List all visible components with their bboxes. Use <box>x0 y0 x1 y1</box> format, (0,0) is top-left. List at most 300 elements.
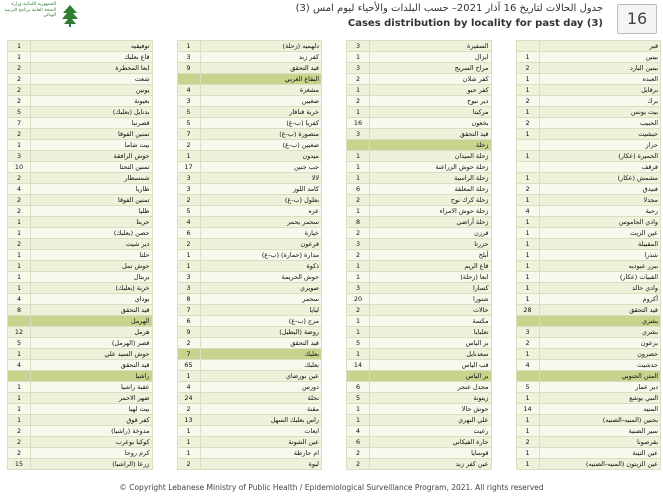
locality-name-cell: حوش حالا <box>370 404 492 415</box>
column-gap <box>152 437 177 448</box>
case-count-cell: 2 <box>8 173 31 184</box>
column-gap <box>152 140 177 151</box>
column-gap <box>152 261 177 272</box>
column-gap <box>491 107 516 118</box>
column-gap <box>322 85 347 96</box>
column-gap <box>491 206 516 217</box>
case-count-cell: 3 <box>177 272 200 283</box>
case-count-cell: 5 <box>516 382 539 393</box>
ministry-logo <box>4 2 82 32</box>
locality-name-cell: صغبين <box>200 96 322 107</box>
case-count-cell: 2 <box>8 239 31 250</box>
locality-name-cell: حزرتا <box>370 239 492 250</box>
column-gap <box>152 316 177 327</box>
case-count-cell: 3 <box>177 52 200 63</box>
locality-name-cell: قب الياس <box>370 360 492 371</box>
locality-name-cell: حصرون <box>539 349 661 360</box>
locality-name-cell: توفيقيه <box>31 41 153 52</box>
locality-name-cell: كرم روحا <box>31 448 153 459</box>
case-count-cell: 4 <box>177 217 200 228</box>
column-gap <box>152 63 177 74</box>
case-count-cell: 1 <box>347 52 370 63</box>
case-count-cell: 2 <box>8 85 31 96</box>
locality-name-cell: زحلة الراسية <box>370 173 492 184</box>
case-count-cell: 2 <box>177 140 200 151</box>
case-count-cell <box>177 74 200 85</box>
locality-name-cell: منصورة (ب-غ) <box>200 129 322 140</box>
case-count-cell: 1 <box>347 151 370 162</box>
table-row <box>8 360 661 371</box>
table-row <box>8 283 661 294</box>
column-gap <box>152 85 177 96</box>
case-count-cell: 1 <box>516 52 539 63</box>
column-gap <box>322 107 347 118</box>
locality-name-cell: النبي يوشع <box>539 393 661 404</box>
case-count-cell: 1 <box>177 151 200 162</box>
case-count-cell: 1 <box>516 415 539 426</box>
table-row <box>8 305 661 316</box>
column-gap <box>491 272 516 283</box>
column-gap <box>322 360 347 371</box>
column-gap <box>152 382 177 393</box>
case-count-cell <box>347 371 370 382</box>
district-header-cell: بعلبك <box>200 349 322 360</box>
table-row <box>8 195 661 206</box>
locality-name-cell: حوش الرافقة <box>31 151 153 162</box>
case-count-cell: 1 <box>8 41 31 52</box>
locality-name-cell: خربة قنافار <box>200 107 322 118</box>
column-gap <box>491 96 516 107</box>
locality-name-cell: زحلة كرك نوح <box>370 195 492 206</box>
column-gap <box>152 371 177 382</box>
column-gap <box>491 85 516 96</box>
case-count-cell: 1 <box>8 382 31 393</box>
case-count-cell: 4 <box>8 184 31 195</box>
case-count-cell: 2 <box>347 195 370 206</box>
column-gap <box>322 118 347 129</box>
case-count-cell: 8 <box>347 217 370 228</box>
column-gap <box>322 305 347 316</box>
column-gap <box>152 195 177 206</box>
column-gap <box>322 239 347 250</box>
case-count-cell <box>347 140 370 151</box>
locality-name-cell: بزعون <box>539 338 661 349</box>
locality-name-cell: كفر حبو <box>370 85 492 96</box>
locality-name-cell: عزه <box>200 206 322 217</box>
locality-name-cell: بقرصونا <box>539 437 661 448</box>
case-count-cell: 1 <box>8 261 31 272</box>
locality-name-cell: رحبة <box>539 206 661 217</box>
column-gap <box>322 206 347 217</box>
column-gap <box>152 74 177 85</box>
column-gap <box>152 426 177 437</box>
case-count-cell: 65 <box>177 360 200 371</box>
column-gap <box>152 41 177 52</box>
case-count-cell: 1 <box>516 349 539 360</box>
case-count-cell: 4 <box>516 360 539 371</box>
locality-name-cell: حوش السيد علي <box>31 349 153 360</box>
case-count-cell: 1 <box>347 349 370 360</box>
case-count-cell <box>8 316 31 327</box>
column-gap <box>491 63 516 74</box>
column-gap <box>152 283 177 294</box>
case-count-cell <box>516 140 539 151</box>
column-gap <box>491 393 516 404</box>
locality-name-cell: صغبين (ب-غ) <box>200 140 322 151</box>
district-header-cell: بر الياس <box>370 371 492 382</box>
locality-name-cell: حبشيت <box>539 129 661 140</box>
case-count-cell: 1 <box>347 206 370 217</box>
column-gap <box>322 184 347 195</box>
case-count-cell: 3 <box>177 184 200 195</box>
locality-name-cell: حلتا <box>31 250 153 261</box>
column-gap <box>491 448 516 459</box>
case-count-cell: 1 <box>8 393 31 404</box>
locality-name-cell: أبلح <box>370 250 492 261</box>
locality-name-cell: زحلة حوش الامراء <box>370 206 492 217</box>
locality-name-cell: دورس <box>200 382 322 393</box>
table-row <box>8 294 661 305</box>
column-gap <box>322 371 347 382</box>
locality-name-cell: خيارة <box>200 228 322 239</box>
column-gap <box>152 184 177 195</box>
column-gap <box>152 338 177 349</box>
column-gap <box>491 173 516 184</box>
table-row <box>8 52 661 63</box>
locality-name-cell: ذكوة <box>200 261 322 272</box>
column-gap <box>322 63 347 74</box>
column-gap <box>491 41 516 52</box>
case-count-cell: 1 <box>347 404 370 415</box>
column-gap <box>152 96 177 107</box>
column-gap <box>152 393 177 404</box>
case-count-cell: 1 <box>177 448 200 459</box>
case-count-cell: 1 <box>516 272 539 283</box>
case-count-cell: 4 <box>8 360 31 371</box>
locality-name-cell: المنيه <box>539 404 661 415</box>
column-gap <box>322 426 347 437</box>
case-count-cell: 2 <box>8 63 31 74</box>
locality-name-cell: مشمش (عكار) <box>539 173 661 184</box>
locality-name-cell: ضهر الاحمر <box>31 393 153 404</box>
table-row <box>8 272 661 283</box>
case-count-cell: 14 <box>347 360 370 371</box>
case-count-cell: 1 <box>516 217 539 228</box>
table-row <box>8 404 661 415</box>
locality-name-cell: بوداي <box>31 294 153 305</box>
case-count-cell: 5 <box>177 107 200 118</box>
locality-name-cell: مجدل عنجر <box>370 382 492 393</box>
locality-name-cell: الحميرة (عكار) <box>539 151 661 162</box>
case-count-cell: 7 <box>8 118 31 129</box>
locality-name-cell: حارة الفيكاني <box>370 437 492 448</box>
case-count-cell: 10 <box>8 162 31 173</box>
locality-name-cell: مركبتا <box>370 107 492 118</box>
case-count-cell: 24 <box>177 393 200 404</box>
locality-name-cell: مراح السريج <box>370 63 492 74</box>
table-row <box>8 349 661 360</box>
column-gap <box>322 195 347 206</box>
locality-name-cell: قيد التحقق <box>370 129 492 140</box>
case-count-cell: 1 <box>8 415 31 426</box>
column-gap <box>322 459 347 470</box>
locality-name-cell: صويري <box>200 283 322 294</box>
locality-name-cell: تمنين الفوقا <box>31 129 153 140</box>
case-count-cell: 1 <box>347 316 370 327</box>
table-row <box>8 393 661 404</box>
case-count-cell: 3 <box>177 173 200 184</box>
case-count-cell: 8 <box>8 305 31 316</box>
case-count-cell: 4 <box>8 294 31 305</box>
column-gap <box>322 52 347 63</box>
locality-name-cell: القبيات (عكار) <box>539 272 661 283</box>
copyright-footer: © Copyright Lebanese Ministry of Public Health / Epidemiological Surveillance Program, 2021. All rights reserved <box>119 483 544 492</box>
locality-name-cell: تعلبايا <box>370 327 492 338</box>
locality-name-cell: حراز <box>539 140 661 151</box>
locality-name-cell: بعلبك <box>200 360 322 371</box>
locality-name-cell: لالا <box>200 173 322 184</box>
case-count-cell: 9 <box>177 63 200 74</box>
column-gap <box>322 250 347 261</box>
table-row <box>8 316 661 327</box>
table-row <box>8 140 661 151</box>
column-gap <box>491 195 516 206</box>
column-gap <box>491 338 516 349</box>
locality-name-cell: برقايل <box>539 85 661 96</box>
column-gap <box>491 52 516 63</box>
locality-name-cell: مقنة <box>200 404 322 415</box>
column-gap <box>152 327 177 338</box>
case-count-cell: 2 <box>8 74 31 85</box>
locality-name-cell: قيد التحقق <box>31 360 153 371</box>
locality-name-cell: طليا <box>31 206 153 217</box>
case-count-cell: 1 <box>516 129 539 140</box>
column-gap <box>152 294 177 305</box>
locality-name-cell: عين الزيت <box>539 228 661 239</box>
locality-name-cell: مجدلا <box>539 195 661 206</box>
case-count-cell: 2 <box>516 338 539 349</box>
column-gap <box>491 404 516 415</box>
locality-name-cell: زحلة أراضي <box>370 217 492 228</box>
case-count-cell: 13 <box>177 415 200 426</box>
column-gap <box>152 239 177 250</box>
locality-name-cell: وادي خالد <box>539 283 661 294</box>
case-count-cell: 7 <box>177 349 200 360</box>
table-row <box>8 129 661 140</box>
column-gap <box>152 206 177 217</box>
table-row <box>8 239 661 250</box>
locality-name-cell: كفر قوق <box>31 415 153 426</box>
locality-name-cell: حالات <box>370 305 492 316</box>
column-gap <box>322 415 347 426</box>
case-count-cell: 1 <box>516 85 539 96</box>
locality-name-cell: عقبة راشيا <box>31 382 153 393</box>
column-gap <box>322 316 347 327</box>
case-count-cell: 6 <box>177 316 200 327</box>
column-gap <box>152 107 177 118</box>
case-count-cell: 4 <box>177 85 200 96</box>
logo-text: الجمهورية اللبنانية وزارة الصحة العامة برنامج الترصد الوبائي <box>4 2 56 18</box>
locality-name-cell: فنيدق <box>539 184 661 195</box>
case-count-cell: 8 <box>177 294 200 305</box>
column-gap <box>152 305 177 316</box>
locality-name-cell: عين كفر زبد <box>370 459 492 470</box>
table-row <box>8 63 661 74</box>
column-gap <box>491 250 516 261</box>
locality-name-cell: بعلول (ب-غ) <box>200 195 322 206</box>
locality-name-cell: عين التينة <box>539 448 661 459</box>
locality-name-cell: طاريا <box>31 184 153 195</box>
locality-name-cell: بدنايل (بعلبك) <box>31 107 153 118</box>
locality-name-cell: زحلة الميدان <box>370 151 492 162</box>
column-gap <box>322 140 347 151</box>
locality-name-cell: بيت يونس <box>539 107 661 118</box>
column-gap <box>491 151 516 162</box>
table-row <box>8 217 661 228</box>
locality-name-cell: زيتونة <box>370 393 492 404</box>
column-gap <box>152 459 177 470</box>
table-row <box>8 74 661 85</box>
column-gap <box>322 338 347 349</box>
locality-name-cell: دلهميه (زحلة) <box>200 41 322 52</box>
locality-name-cell: حربتا <box>31 217 153 228</box>
case-count-cell: 1 <box>177 41 200 52</box>
case-count-cell: 2 <box>347 96 370 107</box>
locality-name-cell: شدرا <box>539 250 661 261</box>
case-count-cell: 7 <box>177 305 200 316</box>
locality-name-cell: بشري <box>539 327 661 338</box>
locality-name-cell: قيد التحقق <box>200 63 322 74</box>
case-count-cell: 1 <box>8 283 31 294</box>
column-gap <box>152 228 177 239</box>
case-count-cell: 1 <box>516 393 539 404</box>
locality-name-cell: سير الضنية <box>539 426 661 437</box>
column-gap <box>152 272 177 283</box>
locality-name-cell: مكسة <box>370 316 492 327</box>
case-count-cell: 1 <box>347 85 370 96</box>
case-count-cell: 3 <box>8 151 31 162</box>
case-count-cell: 2 <box>8 448 31 459</box>
case-count-cell: 1 <box>347 261 370 272</box>
case-count-cell: 1 <box>347 107 370 118</box>
locality-name-cell: حوش الحريمة <box>200 272 322 283</box>
case-count-cell: 4 <box>177 382 200 393</box>
case-count-cell: 2 <box>8 206 31 217</box>
case-count-cell: 1 <box>347 173 370 184</box>
case-count-cell: 1 <box>8 52 31 63</box>
column-gap <box>491 294 516 305</box>
locality-name-cell: شعت <box>31 74 153 85</box>
case-count-cell: 2 <box>177 338 200 349</box>
page-title-english: Cases distribution by locality for past day (3) <box>347 18 603 29</box>
case-count-cell: 2 <box>177 459 200 470</box>
case-count-cell: 4 <box>516 206 539 217</box>
locality-name-cell: قبر <box>539 41 661 52</box>
case-count-cell: 1 <box>347 327 370 338</box>
locality-name-cell: زحلة المعلقة <box>370 184 492 195</box>
case-count-cell: 1 <box>8 349 31 360</box>
locality-name-cell: علي النهري <box>370 415 492 426</box>
case-count-cell: 1 <box>347 272 370 283</box>
column-gap <box>152 360 177 371</box>
table-row <box>8 162 661 173</box>
locality-name-cell: يونين <box>31 85 153 96</box>
column-gap <box>322 437 347 448</box>
locality-name-cell: كامد اللوز <box>200 184 322 195</box>
column-gap <box>491 228 516 239</box>
column-gap <box>491 217 516 228</box>
case-count-cell: 3 <box>347 239 370 250</box>
locality-name-cell: شتورا <box>370 294 492 305</box>
column-gap <box>491 371 516 382</box>
case-count-cell: 3 <box>347 129 370 140</box>
column-gap <box>152 162 177 173</box>
case-count-cell: 2 <box>8 129 31 140</box>
locality-name-cell: شمسطار <box>31 173 153 184</box>
column-gap <box>491 261 516 272</box>
district-header-cell: البقاع الغربي <box>200 74 322 85</box>
case-count-cell: 1 <box>516 294 539 305</box>
case-count-cell: 5 <box>177 206 200 217</box>
table-row <box>8 184 661 195</box>
locality-name-cell: ابعا المحطرة <box>31 63 153 74</box>
column-gap <box>491 283 516 294</box>
case-count-cell: 2 <box>347 228 370 239</box>
column-gap <box>491 140 516 151</box>
column-gap <box>322 162 347 173</box>
column-gap <box>152 118 177 129</box>
case-count-cell: 15 <box>8 459 31 470</box>
table-row <box>8 173 661 184</box>
case-count-cell: 1 <box>8 404 31 415</box>
case-count-cell: 1 <box>516 239 539 250</box>
case-count-cell: 1 <box>8 272 31 283</box>
locality-name-cell: قاع بعلبك <box>31 52 153 63</box>
locality-name-cell: ابعا (زحلة) <box>370 272 492 283</box>
column-gap <box>322 448 347 459</box>
case-count-cell: 2 <box>8 437 31 448</box>
locality-name-cell: ميدون <box>200 151 322 162</box>
case-count-cell <box>516 162 539 173</box>
locality-name-cell: بيت لهيا <box>31 404 153 415</box>
case-count-cell: 4 <box>347 426 370 437</box>
case-count-cell: 6 <box>347 184 370 195</box>
column-gap <box>491 415 516 426</box>
case-count-cell: 1 <box>516 448 539 459</box>
case-count-cell: 3 <box>516 327 539 338</box>
table-row <box>8 338 661 349</box>
locality-name-cell: ام حارطة <box>200 448 322 459</box>
column-gap <box>152 349 177 360</box>
case-count-cell: 2 <box>8 426 31 437</box>
column-gap <box>322 404 347 415</box>
locality-name-cell: جب جنين <box>200 162 322 173</box>
locality-name-cell: حوش تمل <box>31 261 153 272</box>
case-count-cell: 1 <box>8 228 31 239</box>
case-count-cell: 1 <box>516 261 539 272</box>
column-gap <box>322 294 347 305</box>
locality-name-cell: سعدنايل <box>370 349 492 360</box>
district-header-cell: المتن الجنوبي <box>539 371 661 382</box>
locality-name-cell: مدارة (حمارة) (ب-غ) <box>200 250 322 261</box>
case-count-cell: 1 <box>516 250 539 261</box>
column-gap <box>491 129 516 140</box>
case-count-cell: 2 <box>8 96 31 107</box>
cedar-icon <box>60 4 80 28</box>
locality-name-cell: قيد التحقق <box>539 305 661 316</box>
case-count-cell: 2 <box>347 305 370 316</box>
case-count-cell: 1 <box>177 261 200 272</box>
